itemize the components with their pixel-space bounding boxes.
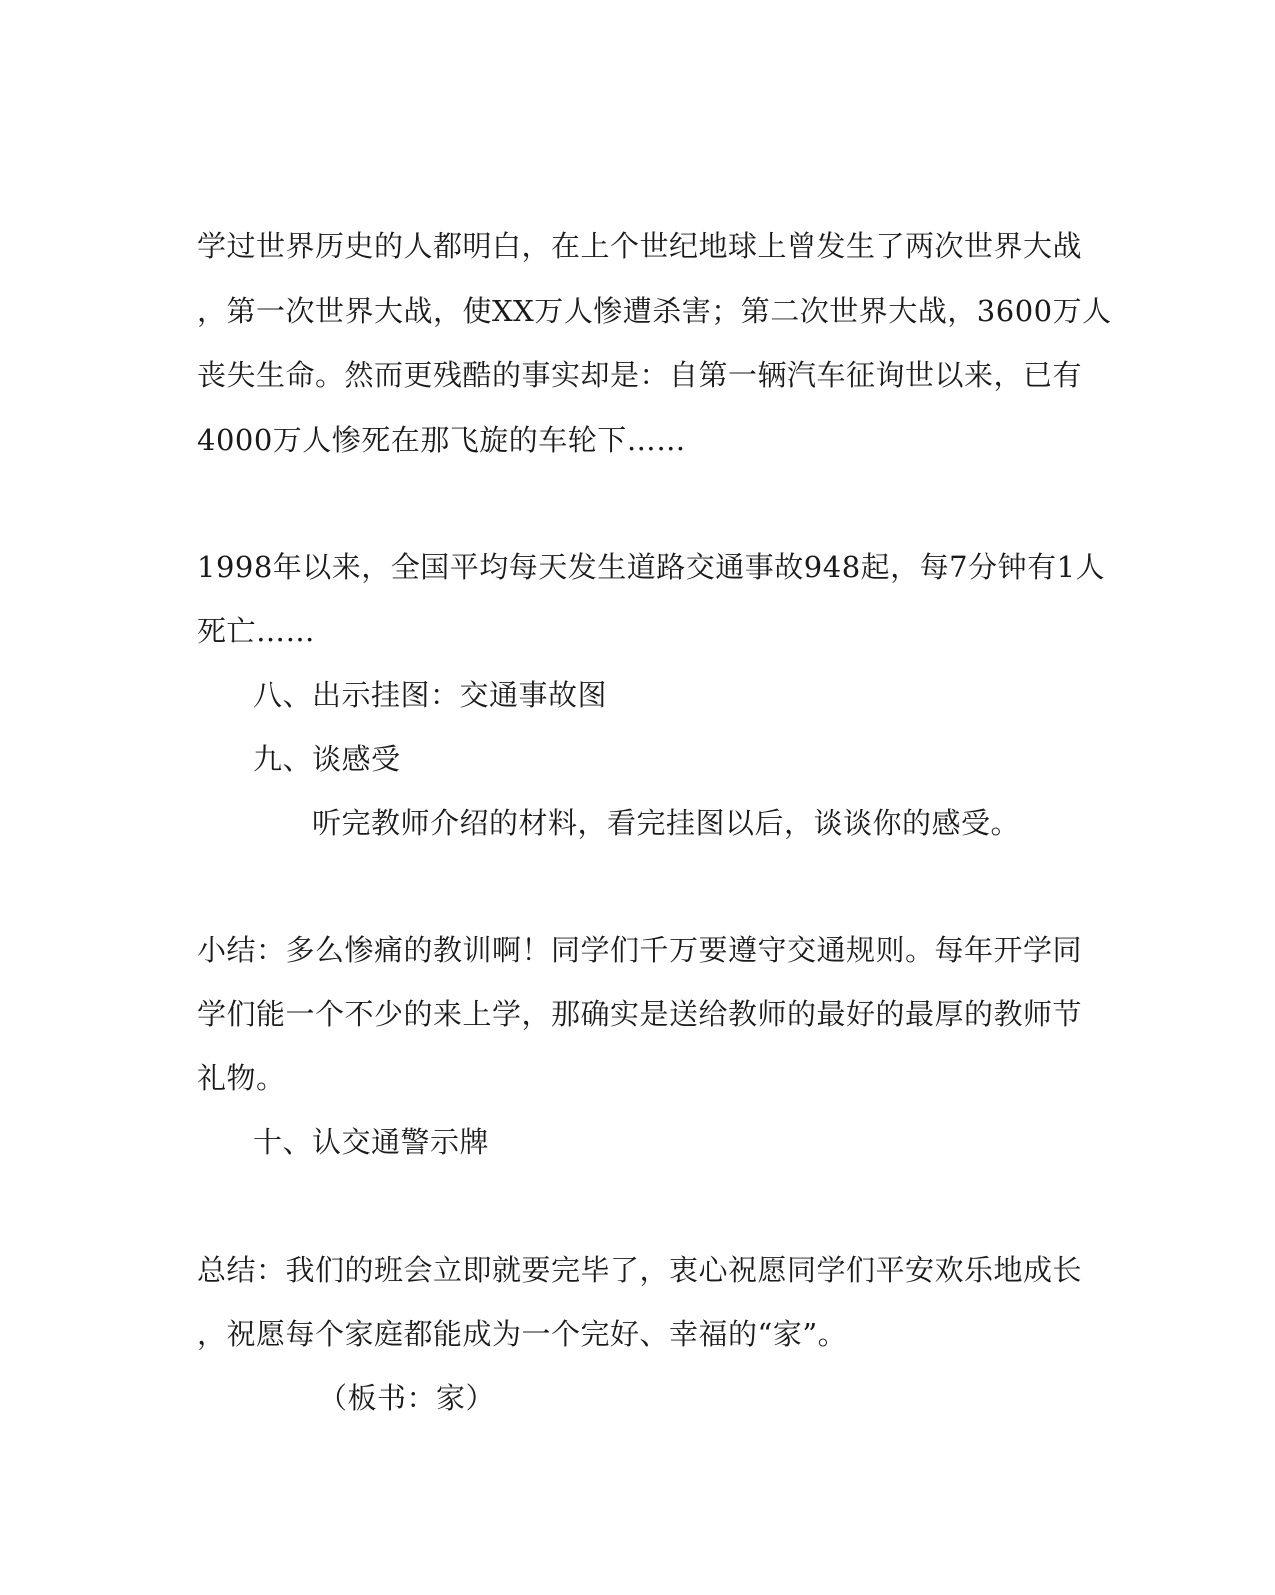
section-nine-heading: 九、谈感受 (253, 742, 401, 776)
history-line-1: 学过世界历史的人都明白，在上个世纪地球上曾发生了两次世界大战 (197, 229, 1083, 263)
history-line-3: 丧失生命。然而更残酷的事实却是：自第一辆汽车征询世以来，已有 (197, 358, 1083, 392)
section-ten-heading: 十、认交通警示牌 (253, 1125, 490, 1159)
history-line-2: ，第一次世界大战，使XX万人惨遭杀害；第二次世界大战，3600万人 (197, 294, 1112, 328)
summary-line-3: 礼物。 (197, 1061, 286, 1095)
summary-line-1: 小结：多么惨痛的教训啊！同学们千万要遵守交通规则。每年开学同 (197, 933, 1083, 967)
stats-line-1: 1998年以来，全国平均每天发生道路交通事故948起，每7分钟有1人 (197, 550, 1106, 584)
conclusion-line-1: 总结：我们的班会立即就要完毕了，衷心祝愿同学们平安欢乐地成长 (197, 1253, 1083, 1287)
conclusion-line-2: ，祝愿每个家庭都能成为一个完好、幸福的“家”。 (197, 1317, 848, 1351)
board-note: （板书：家） (318, 1381, 496, 1415)
stats-line-2: 死亡…… (197, 614, 316, 648)
summary-line-2: 学们能一个不少的来上学，那确实是送给教师的最好的最厚的教师节 (197, 997, 1083, 1031)
history-line-4: 4000万人惨死在那飞旋的车轮下…… (197, 423, 686, 457)
section-eight-heading: 八、出示挂图：交通事故图 (253, 678, 608, 712)
section-nine-text: 听完教师介绍的材料，看完挂图以后，谈谈你的感受。 (312, 806, 1021, 840)
